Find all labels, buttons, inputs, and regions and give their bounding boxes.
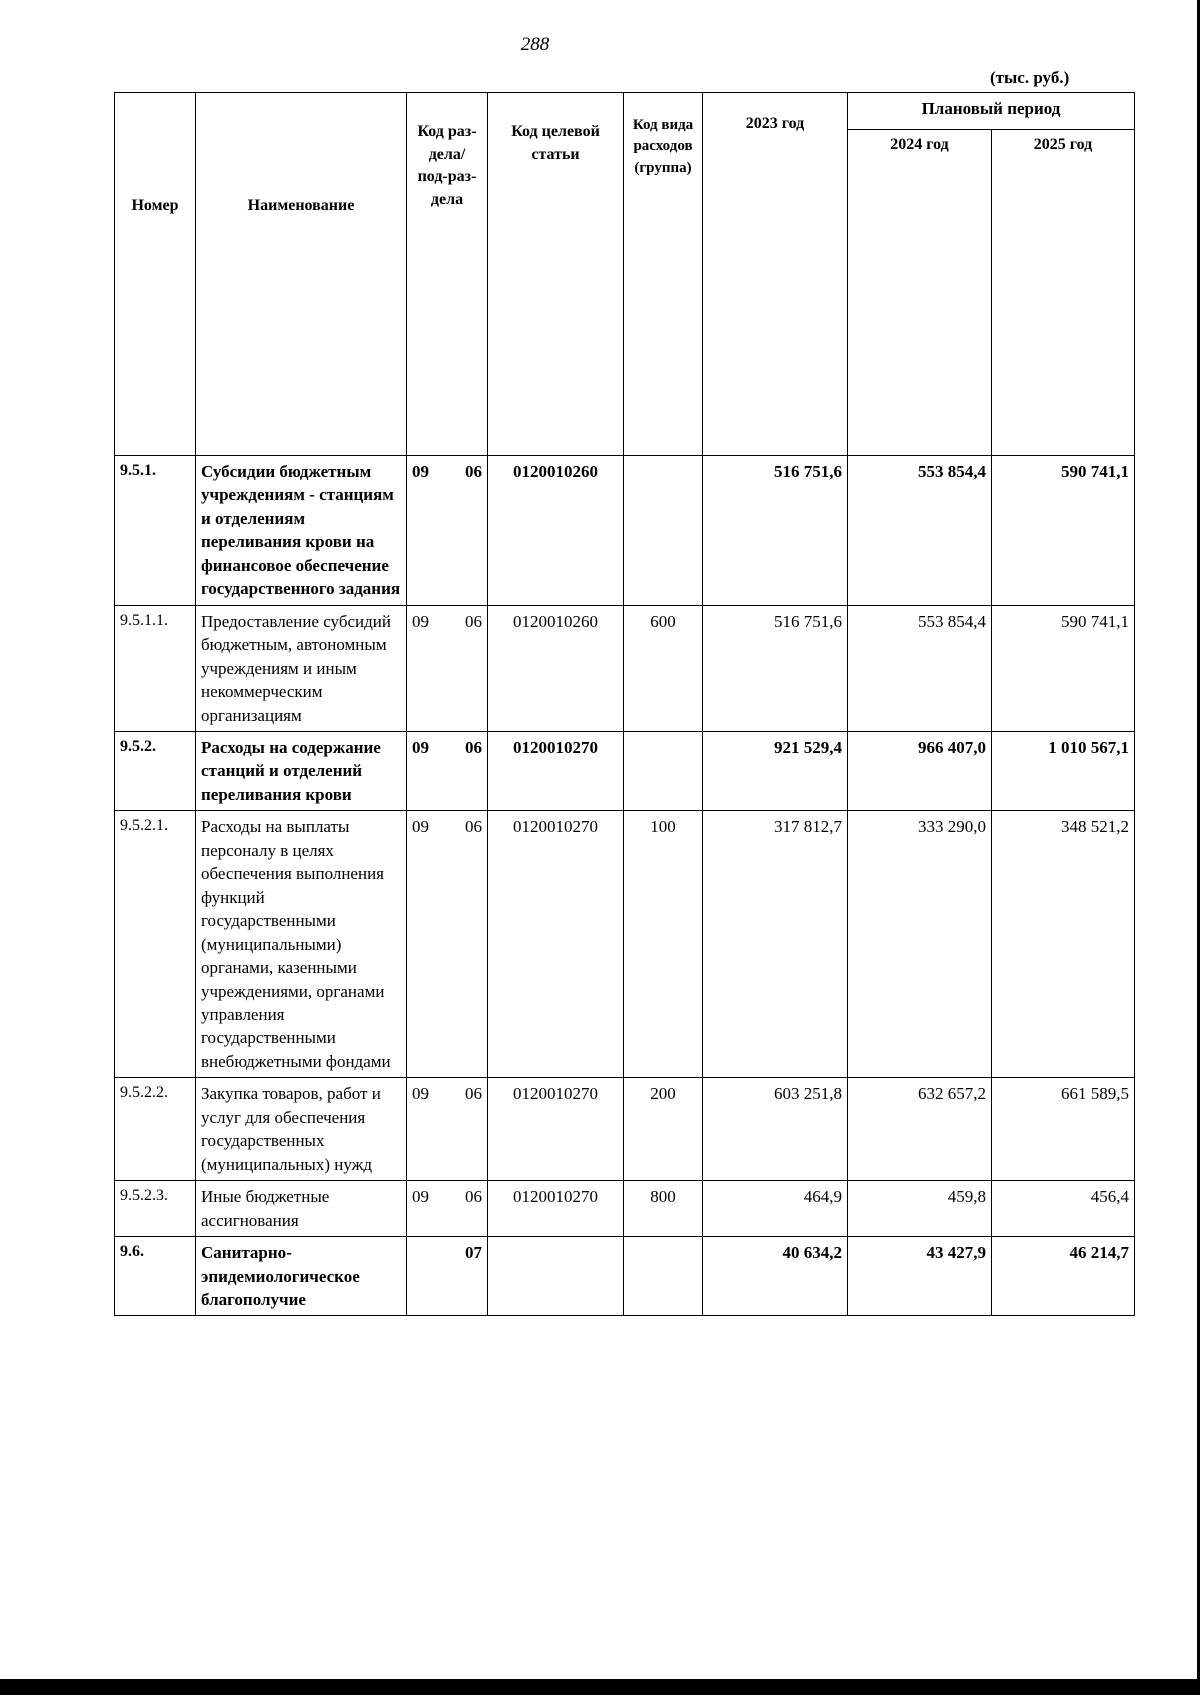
row-subsection: 06 [465,462,482,481]
row-number: 9.5.2.1. [115,811,196,1078]
header-section-code: Код раз-дела/ под-раз-дела [407,93,488,456]
row-amount-2024: 632 657,2 [848,1078,992,1181]
page-number: 288 [520,34,550,55]
row-subsection: 06 [465,1187,482,1207]
row-target-code: 0120010260 [488,605,624,731]
table-row [115,1237,1135,1316]
row-subsection: 07 [465,1243,482,1263]
row-section: 09 [412,1084,429,1104]
row-amount-2024: 553 854,4 [848,456,992,606]
row-amount-2025: 348 521,2 [992,811,1135,1078]
row-target-code: 0120010270 [488,731,624,810]
row-name: Закупка товаров, работ и услуг для обеспечения государственных (муниципальных) нужд [196,1078,407,1181]
row-amount-2025: 1 010 567,1 [992,731,1135,810]
row-subsection: 06 [465,737,482,757]
row-subsection: 06 [465,817,482,837]
row-amount-2024: 333 290,0 [848,811,992,1078]
table-header [115,93,1135,456]
row-expense-type [624,456,703,606]
row-expense-type: 800 [624,1181,703,1237]
header-year-2025: 2025 год [992,130,1135,456]
header-expense-type-code: Код вида расходов (группа) [624,93,703,456]
row-expense-type: 100 [624,811,703,1078]
row-section-code [407,605,488,731]
header-planning-period: Плановый период [848,93,1135,130]
row-amount-2023: 464,9 [703,1181,848,1237]
row-amount-2023: 516 751,6 [703,456,848,606]
budget-table [114,92,1135,1316]
header-year-2024: 2024 год [848,130,992,456]
row-amount-2025: 590 741,1 [992,605,1135,731]
row-target-code [488,1237,624,1316]
row-amount-2023: 516 751,6 [703,605,848,731]
row-name: Расходы на содержание станций и отделений переливания крови [196,731,407,810]
table-row [115,1181,1135,1237]
row-section-code [407,1181,488,1237]
row-target-code: 0120010270 [488,1181,624,1237]
row-section: 09 [412,817,429,837]
row-number: 9.5.1.1. [115,605,196,731]
row-expense-type [624,1237,703,1316]
row-number: 9.5.1. [115,456,196,606]
table-body [115,456,1135,1316]
row-amount-2024: 553 854,4 [848,605,992,731]
row-amount-2024: 43 427,9 [848,1237,992,1316]
row-section-code [407,456,488,606]
table-row [115,456,1135,606]
row-section-code [407,731,488,810]
header-name: Наименование [196,93,407,456]
row-number: 9.5.2.3. [115,1181,196,1237]
header-year-2023: 2023 год [703,93,848,456]
row-amount-2025: 456,4 [992,1181,1135,1237]
row-amount-2023: 603 251,8 [703,1078,848,1181]
table-row [115,731,1135,810]
row-section: 09 [412,1187,429,1207]
row-subsection: 06 [465,1084,482,1104]
row-expense-type: 200 [624,1078,703,1181]
row-section-code [407,1237,488,1316]
row-amount-2025: 590 741,1 [992,456,1135,606]
row-name: Расходы на выплаты персоналу в целях обеспечения выполнения функций государственными (муниципальными) органами, казенными учреждениями, органами управления государственными внебюджетными фондами [196,811,407,1078]
row-amount-2023: 40 634,2 [703,1237,848,1316]
row-amount-2025: 46 214,7 [992,1237,1135,1316]
row-amount-2025: 661 589,5 [992,1078,1135,1181]
row-expense-type: 600 [624,605,703,731]
row-section: 09 [412,737,429,757]
table-row [115,1078,1135,1181]
scan-border [0,1679,1200,1695]
row-section-code [407,1078,488,1181]
row-name: Субсидии бюджетным учреждениям - станциям и отделениям переливания крови на финансовое обеспечение государственного задания [196,456,407,606]
row-amount-2023: 317 812,7 [703,811,848,1078]
row-amount-2024: 966 407,0 [848,731,992,810]
table-row [115,605,1135,731]
row-subsection: 06 [465,611,482,631]
header-number: Номер [115,93,196,456]
row-section: 09 [412,611,429,631]
row-amount-2024: 459,8 [848,1181,992,1237]
row-number: 9.6. [115,1237,196,1316]
units-label: (тыс. руб.) [990,68,1070,87]
row-expense-type [624,731,703,810]
header-target-code: Код целевой статьи [488,93,624,456]
row-amount-2023: 921 529,4 [703,731,848,810]
row-number: 9.5.2.2. [115,1078,196,1181]
row-target-code: 0120010270 [488,811,624,1078]
row-name: Санитарно-эпидемиологическое благополучие [196,1237,407,1316]
row-name: Предоставление субсидий бюджетным, автономным учреждениям и иным некоммерческим организациям [196,605,407,731]
row-target-code: 0120010270 [488,1078,624,1181]
row-target-code: 0120010260 [488,456,624,606]
row-number: 9.5.2. [115,731,196,810]
row-name: Иные бюджетные ассигнования [196,1181,407,1237]
row-section: 09 [412,462,429,481]
table-row [115,811,1135,1078]
row-section-code [407,811,488,1078]
